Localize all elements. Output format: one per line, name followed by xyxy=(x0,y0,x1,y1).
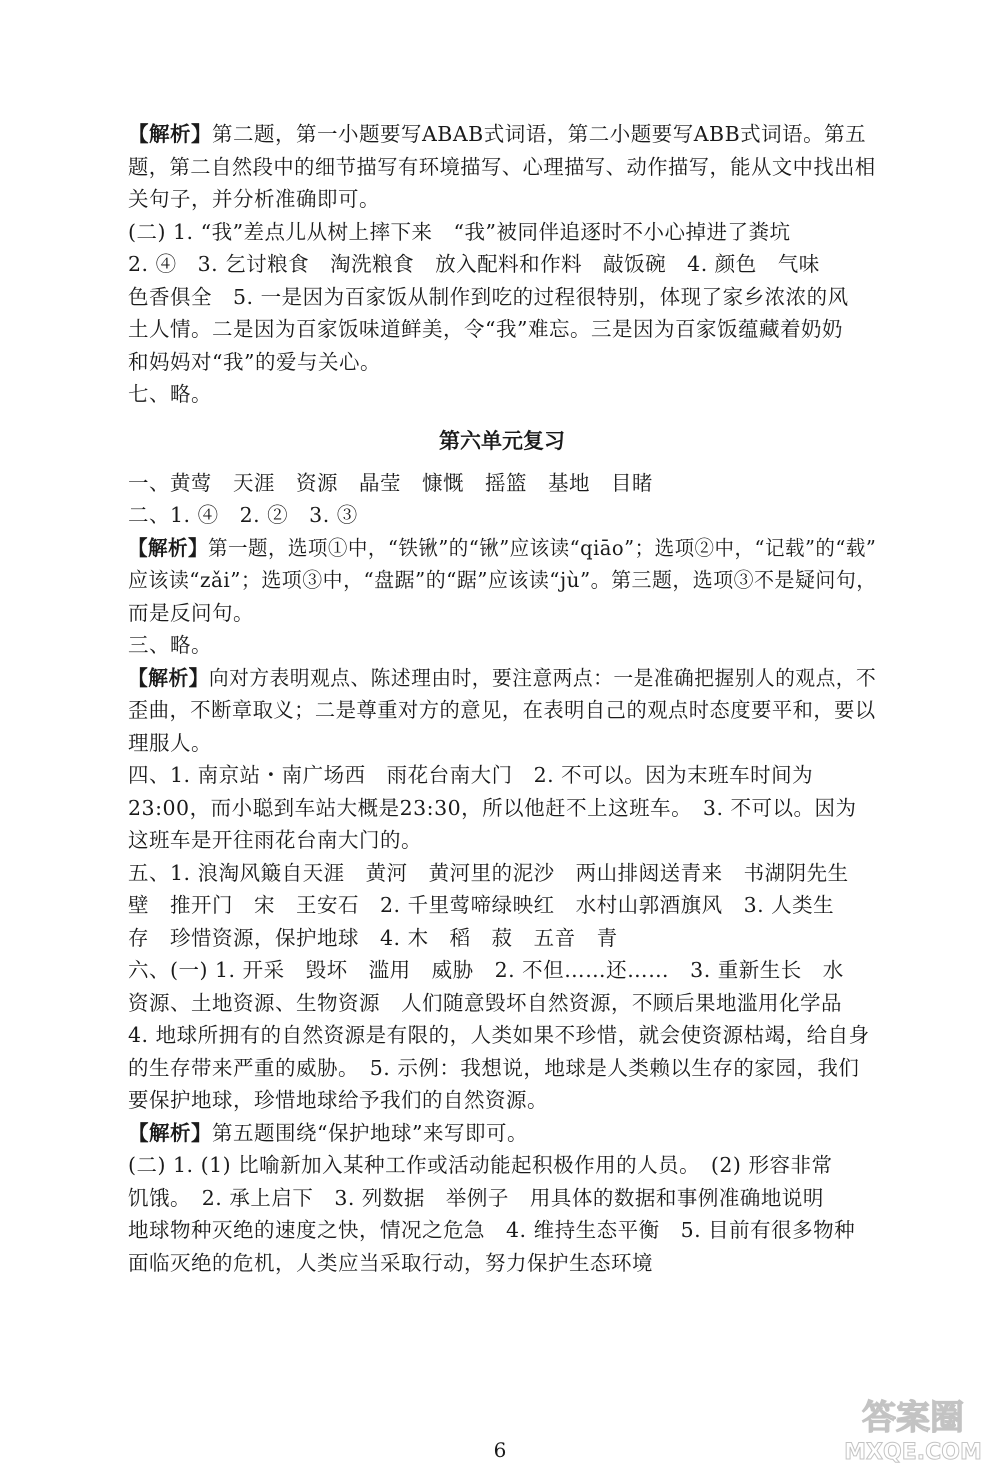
text-line: 【解析】向对方表明观点、陈述理由时，要注意两点：一是准确把握别人的观点，不 xyxy=(128,665,877,690)
text-line: 应该读“zǎi”；选项③中，“盘踞”的“踞”应该读“jù”。第三题，选项③不是疑问句， xyxy=(128,568,877,592)
text-line: 资源、土地资源、生物资源 人们随意毁坏自然资源，不顾后果地滥用化学品 xyxy=(128,990,842,1015)
text-line: 色香俱全 5. 一是因为百家饭从制作到吃的过程很特别，体现了家乡浓浓的风 xyxy=(128,284,849,309)
text-line: 三、略。 xyxy=(128,633,212,657)
text-line: 壁 推开门 宋 王安石 2. 千里莺啼绿映红 水村山郭酒旗风 3. 人类生 xyxy=(128,893,835,917)
watermark-logo xyxy=(838,1389,988,1467)
text-line: 饥饿。 2. 承上启下 3. 列数据 举例子 用具体的数据和事例准确地说明 xyxy=(128,1185,824,1210)
text-line: 关句子，并分析准确即可。 xyxy=(128,187,380,211)
document-body xyxy=(128,118,876,1279)
text-line: (二) 1. (1) 比喻新加入某种工作或活动能起积极作用的人员。 (2) 形容非常 xyxy=(128,1153,833,1177)
text-line: 而是反问句。 xyxy=(128,600,254,625)
text-line: 六、(一) 1. 开采 毁坏 滥用 威胁 2. 不但……还…… 3. 重新生长 水 xyxy=(128,958,844,982)
text-line: 【解析】第二题，第一小题要写ABAB式词语，第二小题要写ABB式词语。第五 xyxy=(128,122,867,146)
watermark-top-text: 答案圈 xyxy=(862,1398,964,1438)
text-line: 存 珍惜资源，保护地球 4. 木 稻 菽 五音 青 xyxy=(128,925,618,950)
text-line: 题，第二自然段中的细节描写有环境描写、心理描写、动作描写，能从文中找出相 xyxy=(128,154,876,179)
analysis-marker: 【解析】 xyxy=(128,1120,212,1145)
text-line: 的生存带来严重的威胁。 5. 示例：我想说，地球是人类赖以生存的家园，我们 xyxy=(128,1055,860,1080)
text-line: 面临灭绝的危机，人类应当采取行动，努力保护生态环境 xyxy=(128,1250,653,1275)
analysis-marker: 【解析】 xyxy=(128,535,208,560)
section-title: 第六单元复习 xyxy=(439,428,565,453)
text-line: 七、略。 xyxy=(128,382,212,406)
analysis-marker: 【解析】 xyxy=(128,122,212,146)
text-line: 23:00，而小聪到车站大概是23:30，所以他赶不上这班车。 3. 不可以。因为 xyxy=(128,795,857,820)
text-line: 四、1. 南京站・南广场西 雨花台南大门 2. 不可以。因为末班车时间为 xyxy=(128,763,814,787)
text-line: 【解析】第五题围绕“保护地球”来写即可。 xyxy=(128,1120,528,1145)
text-line: 土人情。二是因为百家饭味道鲜美，令“我”难忘。三是因为百家饭蕴藏着奶奶 xyxy=(128,317,843,341)
text-line: 2. ④ 3. 乞讨粮食 淘洗粮食 放入配料和作料 敲饭碗 4. 颜色 气味 xyxy=(128,252,820,276)
text-line: 4. 地球所拥有的自然资源是有限的，人类如果不珍惜，就会使资源枯竭，给自身 xyxy=(128,1023,870,1047)
text-line: 理服人。 xyxy=(128,730,212,755)
text-line: 【解析】第一题，选项①中，“铁锹”的“锹”应该读“qiāo”；选项②中，“记载”的“载” xyxy=(128,535,877,560)
analysis-marker: 【解析】 xyxy=(128,665,209,690)
text-line: 这班车是开往雨花台南大门的。 xyxy=(128,828,422,852)
watermark-bottom-text: MXQE.COM xyxy=(844,1440,982,1465)
text-line: (二) 1. “我”差点儿从树上摔下来 “我”被同伴追逐时不小心掉进了粪坑 xyxy=(128,219,791,244)
text-line: 一、黄莺 天涯 资源 晶莹 慷慨 摇篮 基地 目睹 xyxy=(128,470,653,495)
answer-section-unit5 xyxy=(128,118,876,411)
text-line: 要保护地球，珍惜地球给予我们的自然资源。 xyxy=(128,1088,548,1112)
text-line: 和妈妈对“我”的爱与关心。 xyxy=(128,349,381,374)
text-line: 五、1. 浪淘风簸自天涯 黄河 黄河里的泥沙 两山排闼送青来 书湖阴先生 xyxy=(128,860,849,885)
answer-section-unit6 xyxy=(128,467,876,1280)
page-number: 6 xyxy=(493,1438,507,1462)
text-line: 地球物种灭绝的速度之快，情况之危急 4. 维持生态平衡 5. 目前有很多物种 xyxy=(128,1218,856,1242)
text-line: 歪曲，不断章取义；二是尊重对方的意见，在表明自己的观点时态度要平和，要以 xyxy=(128,698,876,722)
text-line: 二、1. ④ 2. ② 3. ③ xyxy=(128,503,358,527)
